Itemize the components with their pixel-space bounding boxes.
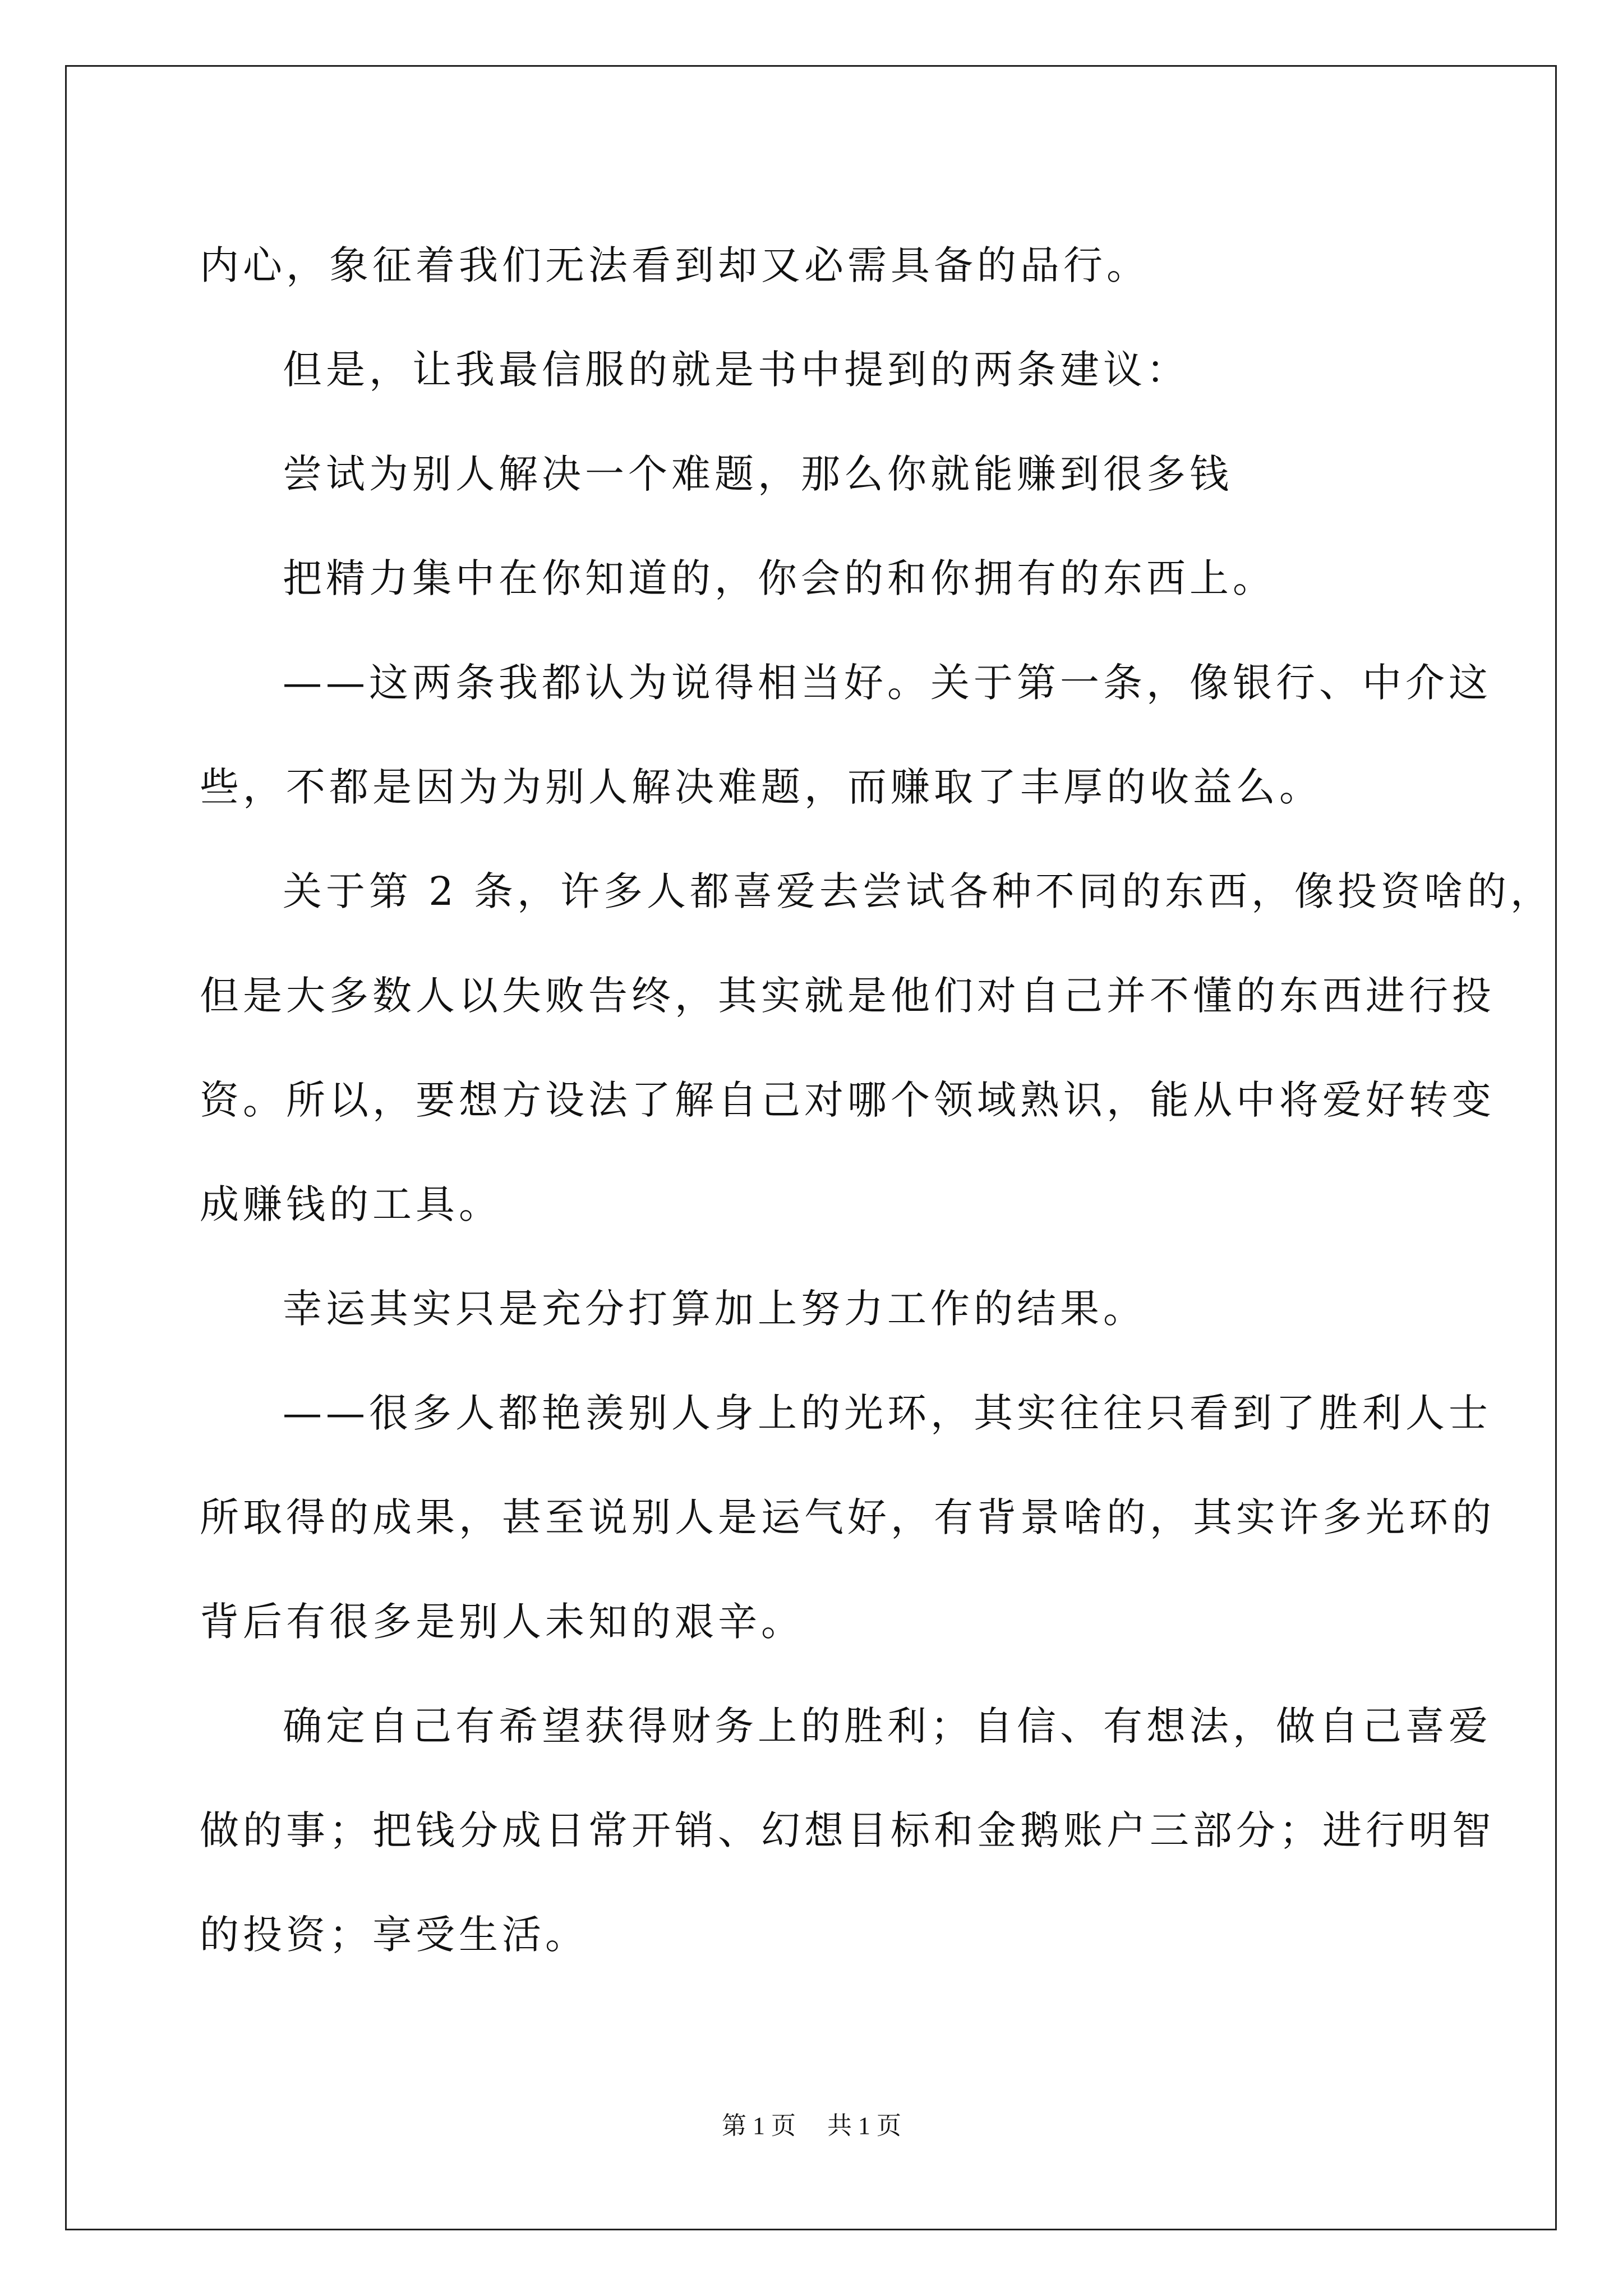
text-line: 资。所以，要想方设法了解自己对哪个领域熟识，能从中将爱好转变 [200,1077,1495,1123]
text-line: 确定自己有希望获得财务上的胜利；自信、有想法，做自己喜爱 [283,1703,1492,1749]
text-line: 幸运其实只是充分打算加上努力工作的结果。 [283,1286,1146,1332]
text-line: ——很多人都艳羡别人身上的光环，其实往往只看到了胜利人士 [283,1390,1492,1436]
text-line: 但是大多数人以失败告终，其实就是他们对自己并不懂的东西进行投 [200,973,1495,1019]
text-line: 些，不都是因为为别人解决难题，而赚取了丰厚的收益么。 [200,764,1322,810]
text-line: ——这两条我都认为说得相当好。关于第一条，像银行、中介这 [283,660,1492,706]
document-body [200,213,1554,1987]
text-line: 把精力集中在你知道的，你会的和你拥有的东西上。 [283,555,1276,601]
text-line: 所取得的成果，甚至说别人是运气好，有背景啥的，其实许多光环的 [200,1494,1495,1540]
page-total: 共 1 页 [827,2112,901,2139]
text-line: 的投资；享受生活。 [200,1912,588,1958]
text-line: 做的事；把钱分成日常开销、幻想目标和金鹅账户三部分；进行明智 [200,1807,1495,1853]
text-line: 背后有很多是别人未知的艰辛。 [200,1599,804,1645]
text-line: 但是，让我最信服的就是书中提到的两条建议： [283,347,1189,393]
text-line: 尝试为别人解决一个难题，那么你就能赚到很多钱 [283,451,1233,497]
text-line: 关于第 2 条，许多人都喜爱去尝试各种不同的东西，像投资啥的， [283,868,1554,914]
text-line: 内心，象征着我们无法看到却又必需具备的品行。 [200,242,1150,288]
page-number: 第 1 页 [722,2112,796,2139]
text-line: 成赚钱的工具。 [200,1181,502,1227]
page-footer [0,2109,1623,2143]
